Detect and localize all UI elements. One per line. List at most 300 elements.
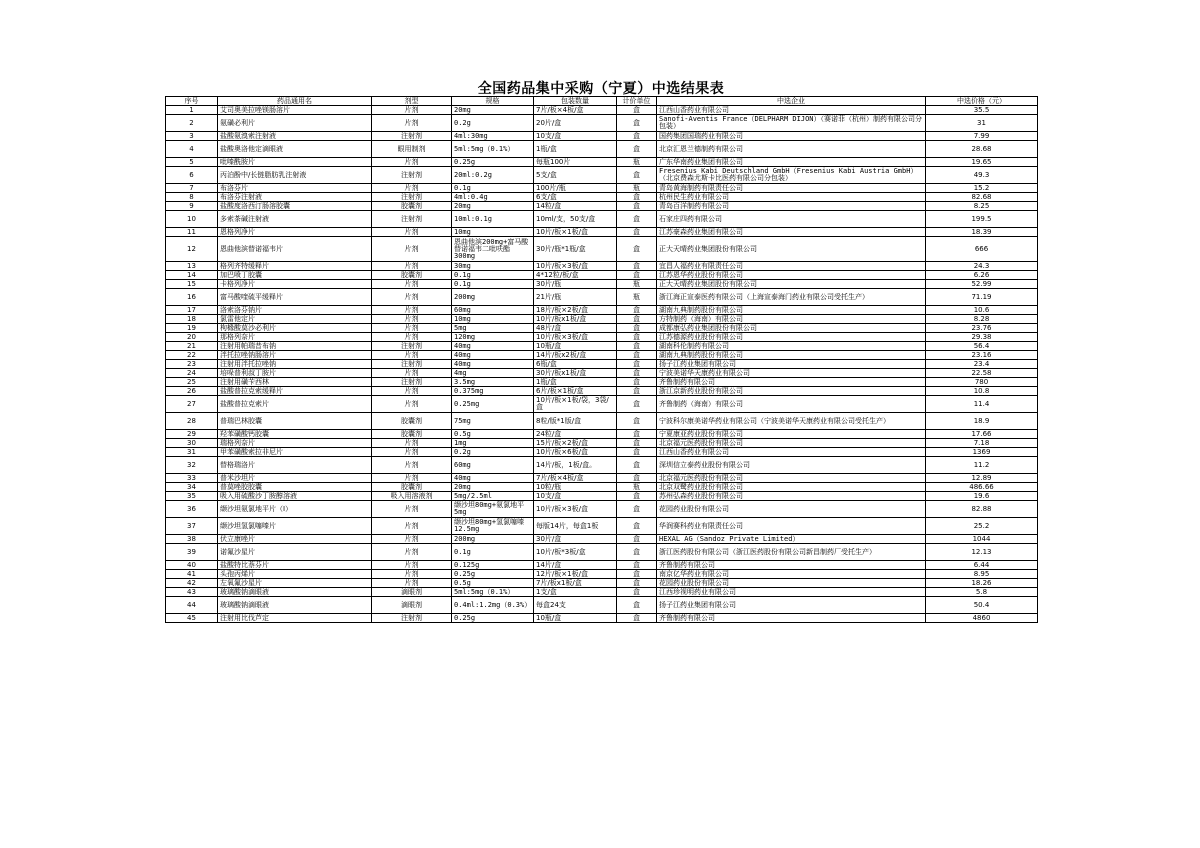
cell-spec: 0.25g (452, 570, 534, 579)
cell-unit: 盒 (617, 106, 657, 115)
cell-drug-name: 培哚普利叔丁胺片 (218, 369, 372, 378)
cell-drug-name: 头孢丙烯片 (218, 570, 372, 579)
cell-unit: 盒 (617, 271, 657, 280)
cell-index: 8 (166, 193, 218, 202)
cell-price: 1369 (926, 448, 1038, 457)
cell-index: 11 (166, 228, 218, 237)
cell-spec: 200mg (452, 535, 534, 544)
cell-price: 6.44 (926, 561, 1038, 570)
cell-price: 15.2 (926, 184, 1038, 193)
cell-drug-name: 伏立康唑片 (218, 535, 372, 544)
cell-drug-name: 瑞格列奈片 (218, 439, 372, 448)
cell-unit: 盒 (617, 535, 657, 544)
cell-dosage-form: 眼用制剂 (372, 141, 452, 158)
cell-index: 41 (166, 570, 218, 579)
cell-drug-name: 注射用帕瑞昔布钠 (218, 342, 372, 351)
cell-drug-name: 注射用磺苄西林 (218, 378, 372, 387)
cell-index: 33 (166, 474, 218, 483)
cell-spec: 20mg (452, 202, 534, 211)
cell-package: 5支/盒 (534, 167, 617, 184)
cell-unit: 盒 (617, 167, 657, 184)
table-row (166, 492, 1038, 501)
cell-price: 17.66 (926, 430, 1038, 439)
cell-unit: 盒 (617, 614, 657, 623)
cell-price: 6.26 (926, 271, 1038, 280)
cell-package: 1瓶/盒 (534, 141, 617, 158)
cell-package: 10片/板x1板/盒 (534, 315, 617, 324)
cell-company: 宁波美诺华天康药业有限公司 (657, 369, 926, 378)
cell-dosage-form: 注射剂 (372, 132, 452, 141)
cell-drug-name: 恩格列净片 (218, 228, 372, 237)
cell-dosage-form: 滴眼剂 (372, 588, 452, 597)
cell-dosage-form: 胶囊剂 (372, 271, 452, 280)
cell-index: 15 (166, 280, 218, 289)
cell-index: 45 (166, 614, 218, 623)
cell-price: 35.5 (926, 106, 1038, 115)
cell-price: 71.19 (926, 289, 1038, 306)
cell-company: 深圳信立泰药业股份有限公司 (657, 457, 926, 474)
cell-spec: 5ml:5mg（0.1%） (452, 588, 534, 597)
cell-drug-name: 盐酸普拉克索缓释片 (218, 387, 372, 396)
table-row (166, 360, 1038, 369)
cell-company: 扬子江药业集团有限公司 (657, 360, 926, 369)
cell-unit: 盒 (617, 570, 657, 579)
cell-price: 780 (926, 378, 1038, 387)
cell-package: 48片/盒 (534, 324, 617, 333)
cell-price: 486.66 (926, 483, 1038, 492)
cell-drug-name: 那格列奈片 (218, 333, 372, 342)
cell-price: 25.2 (926, 518, 1038, 535)
cell-dosage-form: 片剂 (372, 544, 452, 561)
cell-spec: 0.1g (452, 271, 534, 280)
cell-price: 19.6 (926, 492, 1038, 501)
cell-price: 7.18 (926, 439, 1038, 448)
cell-company: HEXAL AG（Sandoz Private Limited） (657, 535, 926, 544)
cell-drug-name: 格列齐特缓释片 (218, 262, 372, 271)
cell-dosage-form: 片剂 (372, 306, 452, 315)
cell-dosage-form: 片剂 (372, 474, 452, 483)
table-row (166, 228, 1038, 237)
cell-package: 10支/盒 (534, 132, 617, 141)
table-row (166, 158, 1038, 167)
cell-company: 花园药业股份有限公司 (657, 579, 926, 588)
cell-unit: 盒 (617, 492, 657, 501)
cell-dosage-form: 片剂 (372, 158, 452, 167)
cell-dosage-form: 注射剂 (372, 167, 452, 184)
cell-package: 6支/盒 (534, 193, 617, 202)
cell-dosage-form: 片剂 (372, 184, 452, 193)
cell-company: 北京双鹭药业股份有限公司 (657, 483, 926, 492)
cell-package: 7片/板x1板/盒 (534, 579, 617, 588)
cell-index: 23 (166, 360, 218, 369)
cell-dosage-form: 片剂 (372, 457, 452, 474)
cell-index: 37 (166, 518, 218, 535)
cell-unit: 盒 (617, 193, 657, 202)
cell-index: 36 (166, 501, 218, 518)
table-row (166, 413, 1038, 430)
cell-drug-name: 缬沙坦氢氯噻嗪片 (218, 518, 372, 535)
cell-dosage-form: 片剂 (372, 579, 452, 588)
cell-index: 30 (166, 439, 218, 448)
cell-drug-name: 普莫唑胶胶囊 (218, 483, 372, 492)
cell-index: 24 (166, 369, 218, 378)
cell-unit: 盒 (617, 378, 657, 387)
cell-company: 江西珍视明药业有限公司 (657, 588, 926, 597)
cell-drug-name: 替格瑞洛片 (218, 457, 372, 474)
table-row (166, 132, 1038, 141)
cell-unit: 盒 (617, 306, 657, 315)
cell-price: 29.38 (926, 333, 1038, 342)
cell-drug-name: 羟苯磺酸钙胶囊 (218, 430, 372, 439)
cell-dosage-form: 片剂 (372, 501, 452, 518)
cell-dosage-form: 片剂 (372, 262, 452, 271)
cell-index: 3 (166, 132, 218, 141)
table-row (166, 544, 1038, 561)
cell-package: 30片/瓶*1瓶/盒 (534, 237, 617, 262)
table-row (166, 106, 1038, 115)
cell-price: 31 (926, 115, 1038, 132)
cell-unit: 盒 (617, 369, 657, 378)
cell-dosage-form: 片剂 (372, 570, 452, 579)
cell-package: 1瓶/盒 (534, 378, 617, 387)
table-row (166, 193, 1038, 202)
cell-company: Sanofi-Aventis France（DELPHARM DIJON）（赛诺菲（杭州）制药有限公司分包装） (657, 115, 926, 132)
cell-unit: 盒 (617, 597, 657, 614)
cell-index: 40 (166, 561, 218, 570)
cell-dosage-form: 吸入用溶液剂 (372, 492, 452, 501)
cell-drug-name: 艾司奥美拉唑镁肠溶片 (218, 106, 372, 115)
cell-drug-name: 左氧氟沙星片 (218, 579, 372, 588)
cell-index: 31 (166, 448, 218, 457)
cell-unit: 盒 (617, 474, 657, 483)
header-dosage-form: 剂型 (372, 97, 452, 106)
cell-drug-name: 布洛芬注射液 (218, 193, 372, 202)
table-row (166, 202, 1038, 211)
cell-dosage-form: 片剂 (372, 315, 452, 324)
cell-index: 18 (166, 315, 218, 324)
cell-company: 江苏德源药业股份有限公司 (657, 333, 926, 342)
cell-package: 10瓶/盒 (534, 614, 617, 623)
cell-index: 17 (166, 306, 218, 315)
cell-index: 43 (166, 588, 218, 597)
cell-spec: 4ml:30mg (452, 132, 534, 141)
cell-company: 青岛黄海制药有限责任公司 (657, 184, 926, 193)
cell-drug-name: 氨磺必利片 (218, 115, 372, 132)
cell-dosage-form: 注射剂 (372, 614, 452, 623)
table-row (166, 457, 1038, 474)
cell-company: 正大天晴药业集团股份有限公司 (657, 280, 926, 289)
cell-package: 10片/板×3板/盒 (534, 262, 617, 271)
cell-unit: 瓶 (617, 184, 657, 193)
cell-dosage-form: 胶囊剂 (372, 202, 452, 211)
cell-spec: 20mg (452, 483, 534, 492)
cell-unit: 盒 (617, 202, 657, 211)
table-header-row (166, 97, 1038, 106)
cell-drug-name: 洛索洛芬钠片 (218, 306, 372, 315)
cell-drug-name: 卡格列净片 (218, 280, 372, 289)
cell-package: 每盒24支 (534, 597, 617, 614)
cell-price: 5.8 (926, 588, 1038, 597)
cell-dosage-form: 胶囊剂 (372, 483, 452, 492)
cell-package: 10片/板×1板/袋，3袋/盒 (534, 396, 617, 413)
cell-unit: 瓶 (617, 289, 657, 306)
cell-price: 18.9 (926, 413, 1038, 430)
cell-package: 7片/板×4板/盒 (534, 474, 617, 483)
cell-package: 每版14片，每盒1板 (534, 518, 617, 535)
cell-spec: 40mg (452, 474, 534, 483)
table-row (166, 535, 1038, 544)
cell-package: 21片/瓶 (534, 289, 617, 306)
cell-package: 6片/板×1板/盒 (534, 387, 617, 396)
cell-spec: 缬沙坦80mg+氨氯地平5mg (452, 501, 534, 518)
cell-price: 52.99 (926, 280, 1038, 289)
cell-price: 82.88 (926, 501, 1038, 518)
cell-index: 19 (166, 324, 218, 333)
cell-unit: 盒 (617, 396, 657, 413)
cell-company: 正大天晴药业集团股份有限公司 (657, 237, 926, 262)
cell-company: 广东华南药业集团有限公司 (657, 158, 926, 167)
header-package: 包装数量 (534, 97, 617, 106)
cell-price: 50.4 (926, 597, 1038, 614)
cell-price: 10.8 (926, 387, 1038, 396)
cell-price: 56.4 (926, 342, 1038, 351)
cell-index: 14 (166, 271, 218, 280)
cell-price: 10.6 (926, 306, 1038, 315)
cell-company: 杭州民生药业有限公司 (657, 193, 926, 202)
cell-drug-name: 玻璃酸钠滴眼液 (218, 597, 372, 614)
cell-spec: 0.2g (452, 115, 534, 132)
cell-spec: 0.1g (452, 544, 534, 561)
header-price: 中选价格（元） (926, 97, 1038, 106)
cell-price: 12.89 (926, 474, 1038, 483)
cell-dosage-form: 片剂 (372, 535, 452, 544)
table-row (166, 306, 1038, 315)
cell-spec: 5mg (452, 324, 534, 333)
cell-spec: 30mg (452, 262, 534, 271)
table-row (166, 167, 1038, 184)
cell-spec: 恩曲他滨200mg+富马酸替诺福韦二吡呋酯300mg (452, 237, 534, 262)
cell-unit: 盒 (617, 262, 657, 271)
cell-drug-name: 枸橼酸莫沙必利片 (218, 324, 372, 333)
cell-drug-name: 吸入用硫酸沙丁胺醇溶液 (218, 492, 372, 501)
cell-drug-name: 盐酸度洛西汀肠溶胶囊 (218, 202, 372, 211)
cell-spec: 缬沙坦80mg+氢氯噻嗪12.5mg (452, 518, 534, 535)
cell-price: 8.25 (926, 202, 1038, 211)
table-row (166, 115, 1038, 132)
cell-dosage-form: 片剂 (372, 561, 452, 570)
cell-unit: 盒 (617, 333, 657, 342)
cell-spec: 40mg (452, 351, 534, 360)
cell-company: Fresenius Kabi Deutschland GmbH（Fresenius Kabi Austria GmbH）（北京费森尤斯卡比医药有限公司分包装） (657, 167, 926, 184)
cell-company: 华润赛科药业有限责任公司 (657, 518, 926, 535)
cell-dosage-form: 片剂 (372, 333, 452, 342)
cell-package: 30片/盒 (534, 535, 617, 544)
cell-price: 28.68 (926, 141, 1038, 158)
cell-price: 8.28 (926, 315, 1038, 324)
cell-price: 24.3 (926, 262, 1038, 271)
cell-price: 8.95 (926, 570, 1038, 579)
cell-package: 10粒/瓶 (534, 483, 617, 492)
cell-dosage-form: 片剂 (372, 106, 452, 115)
cell-company: 浙江医药股份有限公司（浙江医药股份有限公司新昌制药厂受托生产） (657, 544, 926, 561)
table-row (166, 184, 1038, 193)
cell-index: 26 (166, 387, 218, 396)
cell-package: 10片/板×3板/盒 (534, 333, 617, 342)
cell-unit: 盒 (617, 579, 657, 588)
cell-spec: 0.4ml:1.2mg（0.3%） (452, 597, 534, 614)
cell-index: 27 (166, 396, 218, 413)
cell-drug-name: 玻璃酸钠滴眼液 (218, 588, 372, 597)
cell-dosage-form: 片剂 (372, 387, 452, 396)
table-row (166, 396, 1038, 413)
cell-company: 江西山香药业有限公司 (657, 448, 926, 457)
cell-drug-name: 盐酸氨溴索注射液 (218, 132, 372, 141)
cell-company: 齐鲁制药（海南）有限公司 (657, 396, 926, 413)
cell-index: 42 (166, 579, 218, 588)
cell-company: 南京亿华药业有限公司 (657, 570, 926, 579)
cell-index: 2 (166, 115, 218, 132)
cell-company: 齐鲁制药有限公司 (657, 561, 926, 570)
cell-dosage-form: 注射剂 (372, 211, 452, 228)
cell-package: 4*12粒/板/盒 (534, 271, 617, 280)
cell-spec: 0.5g (452, 430, 534, 439)
cell-index: 16 (166, 289, 218, 306)
cell-spec: 60mg (452, 306, 534, 315)
cell-drug-name: 普米沙坦片 (218, 474, 372, 483)
cell-drug-name: 诺氟沙星片 (218, 544, 372, 561)
cell-package: 12片/板×1板/盒 (534, 570, 617, 579)
cell-drug-name: 甲苯磺酸索拉非尼片 (218, 448, 372, 457)
cell-dosage-form: 片剂 (372, 369, 452, 378)
cell-unit: 瓶 (617, 280, 657, 289)
cell-drug-name: 注射用泮托拉唑钠 (218, 360, 372, 369)
cell-company: 国药集团国瑞药业有限公司 (657, 132, 926, 141)
cell-package: 10瓶/盒 (534, 342, 617, 351)
cell-index: 1 (166, 106, 218, 115)
cell-company: 苏州弘森药业股份有限公司 (657, 492, 926, 501)
cell-index: 4 (166, 141, 218, 158)
cell-spec: 0.25g (452, 614, 534, 623)
table-row (166, 378, 1038, 387)
cell-price: 666 (926, 237, 1038, 262)
table-row (166, 430, 1038, 439)
cell-index: 35 (166, 492, 218, 501)
cell-package: 14片/板x2板/盒 (534, 351, 617, 360)
cell-company: 浙江京新药业股份有限公司 (657, 387, 926, 396)
cell-dosage-form: 注射剂 (372, 342, 452, 351)
cell-unit: 盒 (617, 228, 657, 237)
table-row (166, 597, 1038, 614)
cell-spec: 0.125g (452, 561, 534, 570)
cell-index: 20 (166, 333, 218, 342)
cell-index: 21 (166, 342, 218, 351)
cell-unit: 盒 (617, 501, 657, 518)
cell-dosage-form: 注射剂 (372, 193, 452, 202)
cell-spec: 0.5g (452, 579, 534, 588)
cell-company: 花园药业股份有限公司 (657, 501, 926, 518)
cell-index: 13 (166, 262, 218, 271)
cell-drug-name: 盐酸奥洛他定滴眼液 (218, 141, 372, 158)
header-unit: 计价单位 (617, 97, 657, 106)
header-index: 序号 (166, 97, 218, 106)
cell-dosage-form: 注射剂 (372, 360, 452, 369)
cell-index: 5 (166, 158, 218, 167)
cell-drug-name: 盐酸普拉克索片 (218, 396, 372, 413)
cell-price: 49.3 (926, 167, 1038, 184)
cell-package: 每瓶100片 (534, 158, 617, 167)
cell-company: 宜昌人福药业有限责任公司 (657, 262, 926, 271)
cell-company: 青岛百洋制药有限公司 (657, 202, 926, 211)
cell-package: 100片/瓶 (534, 184, 617, 193)
cell-unit: 盒 (617, 141, 657, 158)
table-row (166, 280, 1038, 289)
cell-package: 10片/板×1板/盒 (534, 228, 617, 237)
cell-package: 6瓶/盒 (534, 360, 617, 369)
cell-price: 1044 (926, 535, 1038, 544)
table-row (166, 369, 1038, 378)
table-row (166, 211, 1038, 228)
cell-package: 10片/板×6板/盒 (534, 448, 617, 457)
cell-unit: 盒 (617, 588, 657, 597)
cell-dosage-form: 片剂 (372, 280, 452, 289)
table-row (166, 351, 1038, 360)
table-row (166, 315, 1038, 324)
cell-spec: 10ml:0.1g (452, 211, 534, 228)
cell-package: 20片/盒 (534, 115, 617, 132)
cell-price: 18.39 (926, 228, 1038, 237)
cell-spec: 1mg (452, 439, 534, 448)
cell-dosage-form: 片剂 (372, 396, 452, 413)
cell-spec: 4ml:0.4g (452, 193, 534, 202)
cell-drug-name: 恩曲他滨替诺福韦片 (218, 237, 372, 262)
cell-index: 28 (166, 413, 218, 430)
header-company: 中选企业 (657, 97, 926, 106)
table-row (166, 289, 1038, 306)
cell-unit: 盒 (617, 237, 657, 262)
cell-company: 齐鲁制药有限公司 (657, 378, 926, 387)
table-row (166, 448, 1038, 457)
table-row (166, 324, 1038, 333)
cell-spec: 0.1g (452, 184, 534, 193)
cell-spec: 10mg (452, 315, 534, 324)
cell-company: 湖南科伦制药有限公司 (657, 342, 926, 351)
cell-index: 22 (166, 351, 218, 360)
cell-price: 11.4 (926, 396, 1038, 413)
cell-index: 6 (166, 167, 218, 184)
cell-package: 10ml/支，50支/盒 (534, 211, 617, 228)
table-row (166, 483, 1038, 492)
table-row (166, 387, 1038, 396)
cell-spec: 200mg (452, 289, 534, 306)
results-table (165, 96, 1038, 623)
cell-index: 12 (166, 237, 218, 262)
cell-drug-name: 加巴喷丁胶囊 (218, 271, 372, 280)
cell-dosage-form: 注射剂 (372, 378, 452, 387)
table-row (166, 518, 1038, 535)
cell-dosage-form: 片剂 (372, 237, 452, 262)
cell-price: 19.65 (926, 158, 1038, 167)
cell-package: 15片/板×2板/盒 (534, 439, 617, 448)
cell-spec: 20ml:0.2g (452, 167, 534, 184)
cell-company: 北京汇恩兰德制药有限公司 (657, 141, 926, 158)
cell-unit: 盒 (617, 561, 657, 570)
cell-dosage-form: 片剂 (372, 448, 452, 457)
cell-company: 扬子江药业集团有限公司 (657, 597, 926, 614)
cell-package: 10片/板×3板/盒 (534, 501, 617, 518)
cell-unit: 盒 (617, 430, 657, 439)
cell-spec: 0.1g (452, 280, 534, 289)
cell-package: 1支/盒 (534, 588, 617, 597)
